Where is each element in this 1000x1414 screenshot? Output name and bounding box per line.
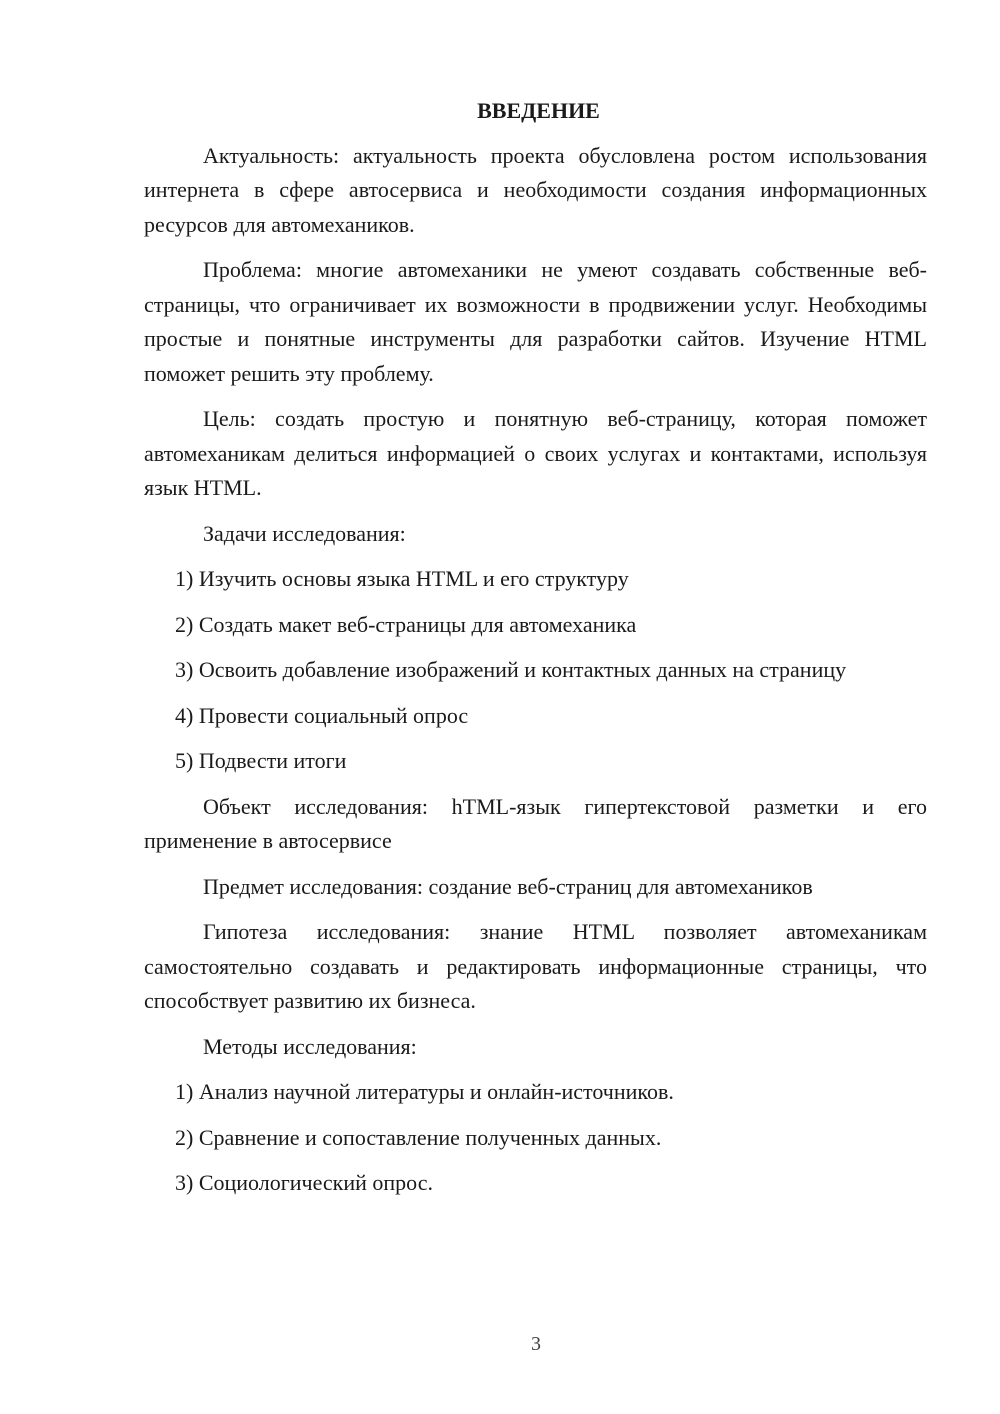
task-item-5: 5) Подвести итоги [175, 748, 347, 773]
task-item-1: 1) Изучить основы языка HTML и его структуру [175, 566, 629, 591]
document-page [144, 94, 927, 1212]
task-item-4: 4) Провести социальный опрос [175, 702, 469, 728]
relevance-paragraph: Актуальность: актуальность проекта обусловлена ростом использования интернета в сфере автосервиса и необходимости создания информационных ресурсов для автомехаников. [144, 142, 927, 237]
methods-list [144, 1075, 927, 1201]
task-item-3: 3) Освоить добавление изображений и контактных данных на страницу [175, 657, 847, 682]
methods-title: Методы исследования: [203, 1033, 417, 1059]
problem-paragraph: Проблема: многие автомеханики не умеют создавать собственные веб-страницы, что ограничивает их возможности в продвижении услуг. Необходимы простые и понятные инструменты для разработки сайтов. Изучение HTML поможет решить эту проблему. [144, 257, 927, 386]
method-item-1: 1) Анализ научной литературы и онлайн-источников. [175, 1079, 674, 1104]
method-item-2: 2) Сравнение и сопоставление полученных данных. [175, 1124, 662, 1150]
object-paragraph: Объект исследования: hTML-язык гипертекстовой разметки и его применение в автосервисе [144, 793, 927, 853]
method-item-3: 3) Социологический опрос. [175, 1170, 433, 1195]
task-item-2: 2) Создать макет веб-страницы для автомеханика [175, 611, 637, 637]
tasks-title: Задачи исследования: [203, 520, 406, 546]
tasks-list [144, 562, 927, 779]
goal-paragraph: Цель: создать простую и понятную веб-страницу, которая поможет автомеханикам делиться информацией о своих услугах и контактами, используя язык HTML. [144, 406, 927, 500]
subject-paragraph: Предмет исследования: создание веб-страниц для автомехаников [203, 873, 813, 899]
hypothesis-paragraph: Гипотеза исследования: знание HTML позволяет автомеханикам самостоятельно создавать и редактировать информационные страницы, что способствует развитию их бизнеса. [144, 919, 927, 1013]
page-number: 3 [531, 1333, 541, 1355]
section-heading: ВВЕДЕНИЕ [477, 98, 600, 123]
